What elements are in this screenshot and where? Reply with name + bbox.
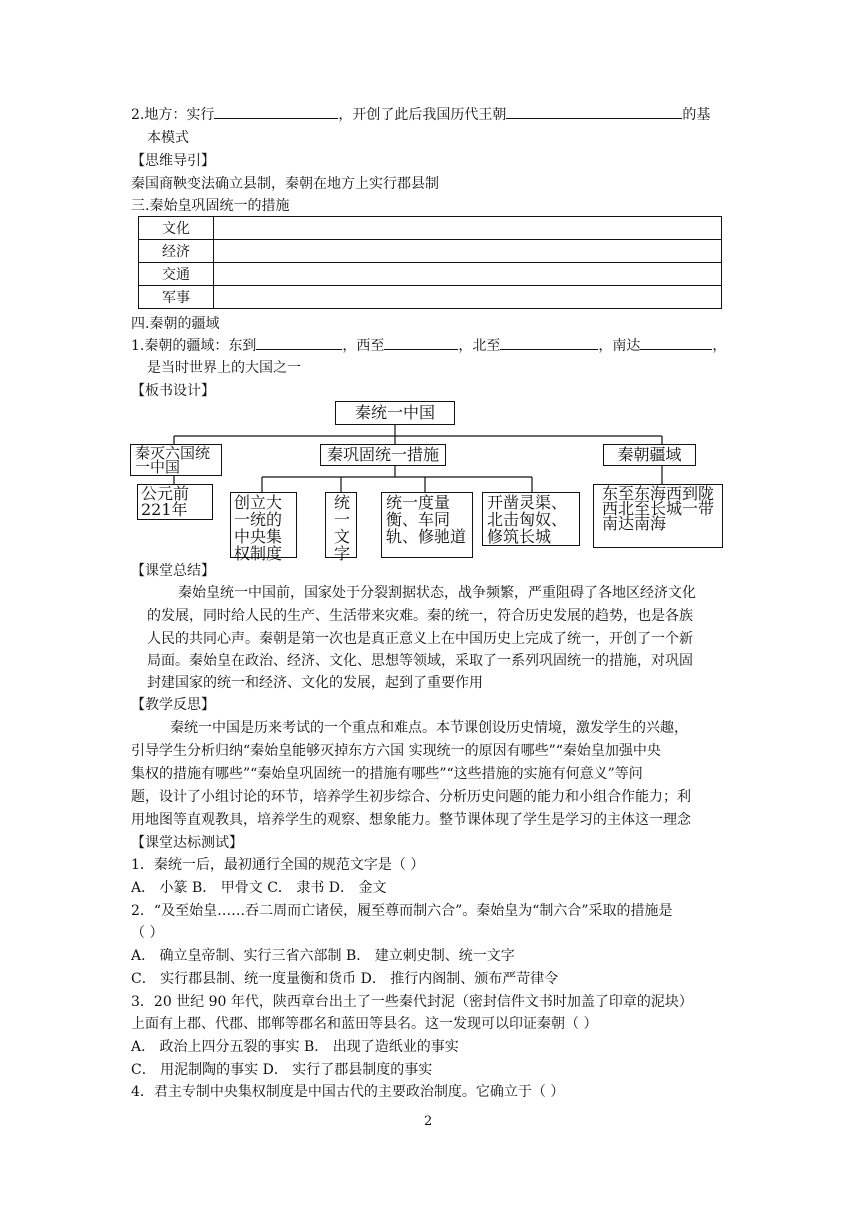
board-branch-conquest: 秦灭六国统一中国 bbox=[130, 444, 222, 476]
board-measure-engineering: 开凿灵渠、北击匈奴、修筑长城 bbox=[482, 492, 580, 546]
page-number: 2 bbox=[424, 1114, 433, 1129]
sec2-text-b: ，开创了此后我国历代王朝 bbox=[338, 107, 507, 123]
sec3-heading: 三.秦始皇巩固统一的措施 bbox=[131, 198, 290, 214]
board-date-box: 公元前221年 bbox=[137, 484, 213, 520]
question-1: 1．秦统一后，最初通行全国的规范文字是（ ） bbox=[131, 857, 425, 873]
sec4-text-b: ，西至 bbox=[342, 338, 385, 354]
row-label-economy: 经济 bbox=[139, 240, 214, 263]
board-heading: 【板书设计】 bbox=[131, 383, 215, 399]
sec2-text-c: 的基 bbox=[682, 107, 711, 123]
sec4-text-c: ，北至 bbox=[458, 338, 501, 354]
summary-line: 人民的共同心声。秦朝是第一次也是真正意义上在中国历史上完成了统一，开创了一个新 bbox=[147, 631, 693, 647]
summary-line: 局面。秦始皇在政治、经济、文化、思想等领域，采取了一系列巩固统一的措施，对巩固 bbox=[147, 653, 693, 669]
reflect-line: 题，设计了小组讨论的环节，培养学生初步综合、分析历史问题的能力和小组合作能力；利 bbox=[131, 789, 691, 805]
test-heading: 【课堂达标测试】 bbox=[131, 835, 243, 851]
board-measure-central-power: 创立大一统的中央集权制度 bbox=[230, 492, 297, 558]
question-2-options-ab[interactable]: A． 确立皇帝制、实行三省六部制 B． 建立刺史制、统一文字 bbox=[131, 948, 515, 964]
question-3-options-cd[interactable]: C． 用泥制陶的事实 D． 实行了郡县制度的事实 bbox=[131, 1062, 433, 1078]
row-label-military: 军事 bbox=[139, 286, 214, 309]
question-1-options[interactable]: A． 小篆 B． 甲骨文 C． 隶书 D． 金文 bbox=[131, 880, 387, 896]
sec4-cont: 是当时世界上的大国之一 bbox=[147, 360, 301, 376]
sec4-heading: 四.秦朝的疆域 bbox=[131, 316, 220, 332]
board-measure-script: 统一文字 bbox=[325, 492, 357, 558]
question-3-cont: 上面有上郡、代郡、邯郸等郡名和蓝田等县名。这一发现可以印证秦朝（ ） bbox=[131, 1016, 598, 1032]
reflect-line: 用地图等直观教具，培养学生的观察、想象能力。整节课体现了学生是学习的主体这一理念 bbox=[131, 812, 691, 828]
sec2-line2: 本模式 bbox=[147, 130, 189, 146]
summary-line: 的发展，同时给人民的生产、生活带来灾难。秦的统一，符合历史发展的趋势，也是各族 bbox=[147, 608, 693, 624]
sec4-text-a: 1.秦朝的疆域：东到 bbox=[131, 338, 257, 354]
board-territory-box: 东至东海西到陇西北至长城一带南达南海 bbox=[593, 484, 723, 548]
reflect-line: 秦统一中国是历来考试的一个重点和难点。本节课创设历史情境，激发学生的兴趣， bbox=[170, 720, 688, 736]
question-2: 2．“及至始皇……吞二周而亡诸侯，履至尊而制六合”。秦始皇为“制六合”采取的措施是 bbox=[131, 903, 673, 919]
guide-heading: 【思维导引】 bbox=[131, 153, 215, 169]
question-4: 4．君主专制中央集权制度是中国古代的主要政治制度。它确立于（ ） bbox=[131, 1084, 565, 1100]
summary-line: 秦始皇统一中国前，国家处于分裂割据状态，战争频繁，严重阻碍了各地区经济文化 bbox=[178, 585, 696, 601]
board-root-box: 秦统一中国 bbox=[335, 401, 455, 425]
board-measure-standards: 统一度量衡、车同轨、修驰道 bbox=[381, 492, 473, 558]
summary-line: 封建国家的统一和经济、文化的发展，起到了重要作用 bbox=[147, 675, 483, 691]
sec4-text-e: ， bbox=[712, 338, 727, 354]
reflect-heading: 【教学反思】 bbox=[131, 697, 215, 713]
question-2-options-cd[interactable]: C． 实行郡县制、统一度量衡和货币 D． 推行内阁制、颁布严苛律令 bbox=[131, 971, 559, 987]
guide-text: 秦国商鞅变法确立县制，秦朝在地方上实行郡县制 bbox=[131, 176, 439, 192]
board-branch-territory: 秦朝疆域 bbox=[603, 444, 696, 466]
sec4-text-d: ，南达 bbox=[598, 338, 641, 354]
reflect-line: 集权的措施有哪些”“秦始皇巩固统一的措施有哪些”“这些措施的实施有何意义”等问 bbox=[131, 766, 643, 782]
sec2-text-a: 2.地方：实行 bbox=[131, 107, 215, 123]
question-3-options-ab[interactable]: A． 政治上四分五裂的事实 B． 出现了造纸业的事实 bbox=[131, 1039, 459, 1055]
question-3: 3．20 世纪 90 年代，陕西章台出土了一些秦代封泥（密封信件文书时加盖了印章的泥块） bbox=[131, 994, 693, 1010]
summary-heading: 【课堂总结】 bbox=[131, 563, 215, 579]
row-label-culture: 文化 bbox=[139, 217, 214, 240]
question-2-cont: （ ） bbox=[131, 925, 164, 941]
board-branch-measures: 秦巩固统一措施 bbox=[320, 444, 446, 466]
board-connector-lines bbox=[0, 0, 860, 560]
reflect-line: 引导学生分析归纳“秦始皇能够灭掉东方六国 实现统一的原因有哪些”“秦始皇加强中央 bbox=[131, 743, 661, 759]
row-label-transport: 交通 bbox=[139, 263, 214, 286]
